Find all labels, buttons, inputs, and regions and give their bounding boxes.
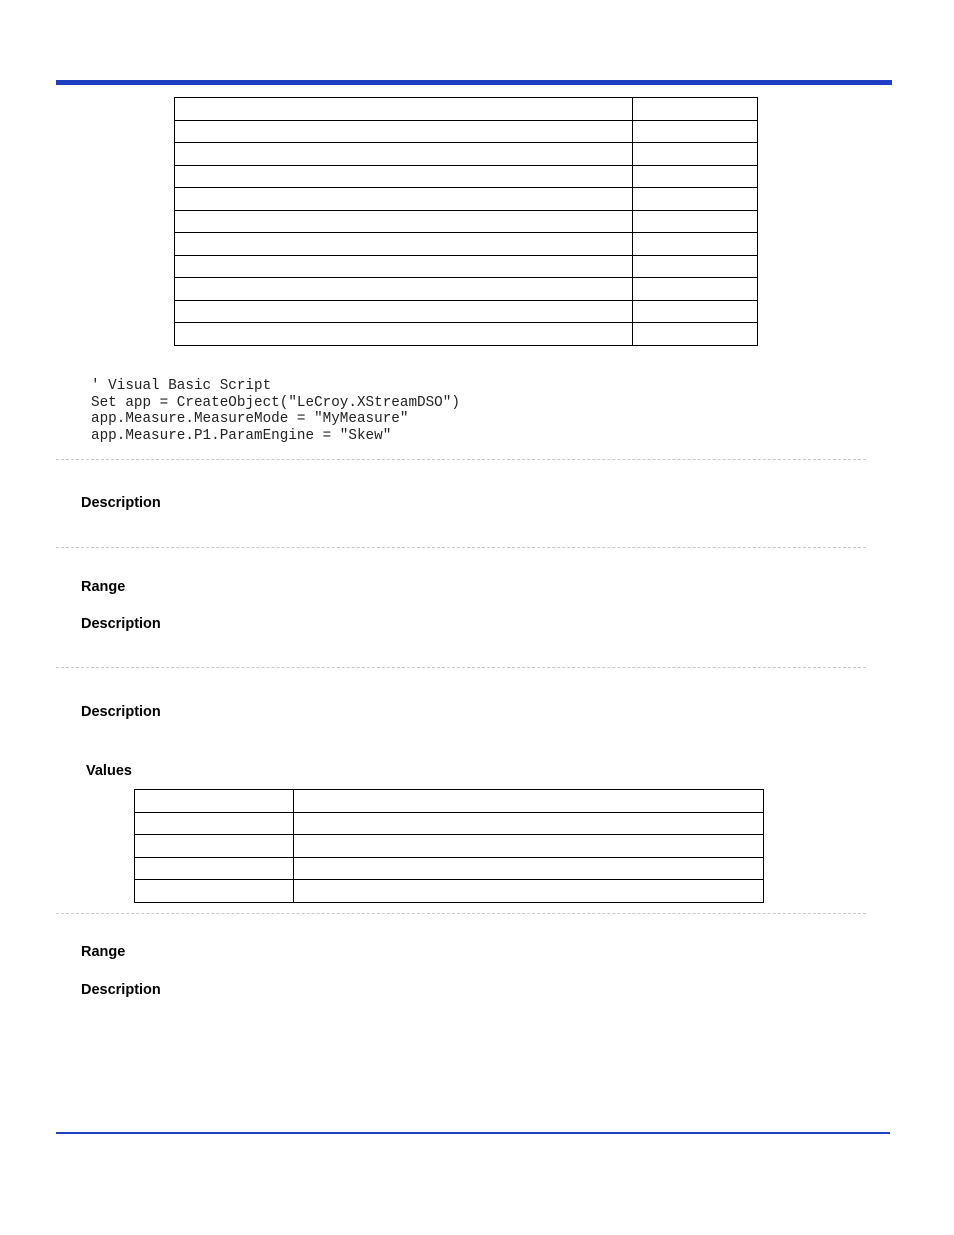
table-cell: [294, 880, 764, 903]
code-line: app.Measure.MeasureMode = "MyMeasure": [91, 411, 409, 427]
table-row: [135, 857, 764, 880]
properties-table: [174, 97, 758, 346]
table-cell: [633, 255, 758, 278]
table-cell: [135, 812, 294, 835]
table-row: [175, 233, 758, 256]
description-heading: Description: [81, 495, 161, 511]
table-cell: [175, 278, 633, 301]
table-cell: [633, 278, 758, 301]
table-cell: [294, 857, 764, 880]
code-line: app.Measure.P1.ParamEngine = "Skew": [91, 427, 392, 444]
table-cell: [175, 323, 633, 346]
table-row: [135, 880, 764, 903]
code-line: Set app = CreateObject("LeCroy.XStreamDSO"): [91, 394, 460, 411]
table-cell: [175, 210, 633, 233]
table-cell: [633, 98, 758, 121]
table-row: [175, 300, 758, 323]
values-table: [134, 789, 764, 903]
values-heading: Values: [86, 763, 132, 779]
table-cell: [294, 790, 764, 813]
description-heading: Description: [81, 616, 161, 632]
code-line: ' Visual Basic Script: [91, 378, 272, 394]
range-heading: Range: [81, 944, 126, 960]
table-row: [175, 323, 758, 346]
table-cell: [633, 143, 758, 166]
table-row: [175, 143, 758, 166]
table-cell: [633, 165, 758, 188]
table-cell: [175, 255, 633, 278]
range-heading: Range: [81, 579, 126, 595]
table-row: [175, 210, 758, 233]
table-row: [175, 165, 758, 188]
footer-rule: [56, 1132, 890, 1134]
table-cell: [294, 835, 764, 858]
table-row: [175, 120, 758, 143]
section-separator: [56, 547, 866, 548]
table-cell: [175, 120, 633, 143]
table-cell: [135, 790, 294, 813]
table-cell: [135, 857, 294, 880]
table-cell: [135, 880, 294, 903]
section-separator: [56, 459, 866, 460]
table-row: [175, 278, 758, 301]
header-rule: [56, 80, 892, 85]
description-heading: Description: [81, 982, 161, 998]
section-separator: [56, 913, 866, 914]
table-cell: [135, 835, 294, 858]
table-row: [175, 98, 758, 121]
table-cell: [175, 188, 633, 211]
table-cell: [175, 165, 633, 188]
table-row: [135, 835, 764, 858]
table-row: [175, 255, 758, 278]
table-row: [135, 790, 764, 813]
table-cell: [633, 210, 758, 233]
table-cell: [633, 188, 758, 211]
table-cell: [633, 233, 758, 256]
table-cell: [633, 323, 758, 346]
table-cell: [294, 812, 764, 835]
table-row: [135, 812, 764, 835]
table-cell: [633, 300, 758, 323]
code-example: [91, 378, 460, 444]
section-separator: [56, 667, 866, 668]
table-cell: [175, 233, 633, 256]
table-cell: [175, 98, 633, 121]
table-cell: [633, 120, 758, 143]
table-cell: [175, 143, 633, 166]
description-heading: Description: [81, 704, 161, 720]
table-cell: [175, 300, 633, 323]
table-row: [175, 188, 758, 211]
